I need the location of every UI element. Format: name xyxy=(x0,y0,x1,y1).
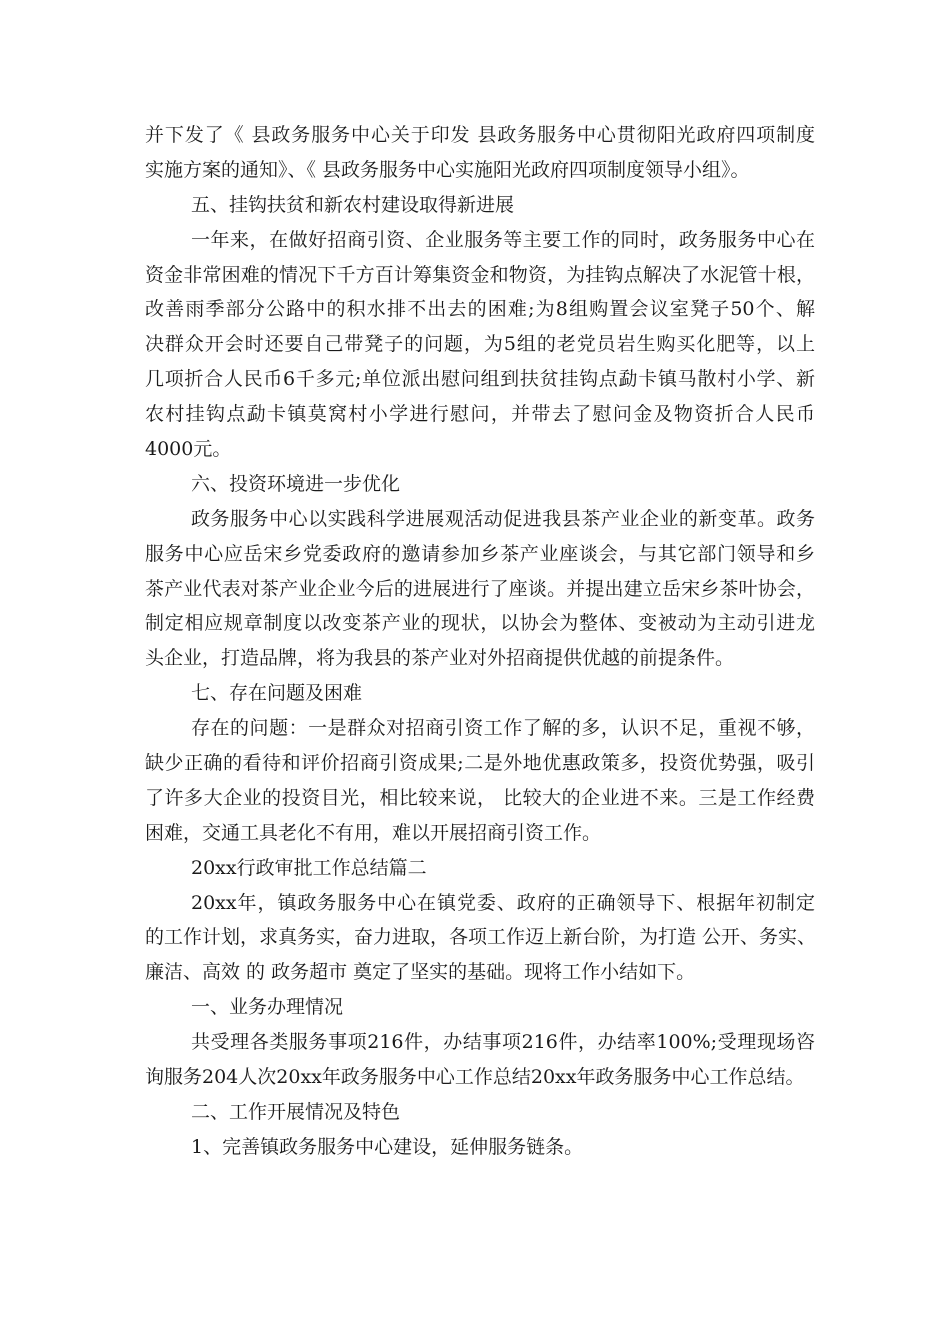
text-line: 廉洁、高效 的 政务超市 奠定了坚实的基础。现将工作小结如下。 xyxy=(145,961,696,984)
text-line: 六、投资环境进一步优化 xyxy=(191,472,401,495)
text-line: 共受理各类服务事项216件，办结事项216件，办结率100%;受理现场咨 xyxy=(191,1031,815,1054)
text-line: 茶产业代表对茶产业企业今后的进展进行了座谈。并提出建立岳宋乡茶叶协会， xyxy=(145,577,815,600)
text-line: 改善雨季部分公路中的积水排不出去的困难;为8组购置会议室凳子50个、解 xyxy=(145,298,815,321)
text-line: 五、挂钩扶贫和新农村建设取得新进展 xyxy=(191,193,515,216)
text-line: 资金非常困难的情况下千方百计筹集资金和物资，为挂钩点解决了水泥管十根， xyxy=(145,263,815,286)
text-line: 20xx行政审批工作总结篇二 xyxy=(191,856,427,879)
text-line: 政务服务中心以实践科学进展观活动促进我县茶产业企业的新变革。政务 xyxy=(191,507,815,530)
text-line: 询服务204人次20xx年政务服务中心工作总结20xx年政务服务中心工作总结。 xyxy=(145,1066,805,1089)
text-line: 存在的问题：一是群众对招商引资工作了解的多，认识不足，重视不够， xyxy=(191,717,815,740)
text-line: 农村挂钩点勐卡镇莫窝村小学进行慰问，并带去了慰问金及物资折合人民币 xyxy=(145,403,815,426)
text-line: 几项折合人民币6千多元;单位派出慰问组到扶贫挂钩点勐卡镇马散村小学、新 xyxy=(145,368,815,391)
text-line: 决群众开会时还要自己带凳子的问题，为5组的老党员岩生购买化肥等，以上 xyxy=(145,333,815,356)
text-line: 4000元。 xyxy=(145,438,232,461)
text-line: 头企业，打造品牌，将为我县的茶产业对外招商提供优越的前提条件。 xyxy=(145,647,735,670)
text-line: 实施方案的通知》、《 县政务服务中心实施阳光政府四项制度领导小组》。 xyxy=(145,158,750,181)
text-line: 缺少正确的看待和评价招商引资成果;二是外地优惠政策多，投资优势强，吸引 xyxy=(145,752,815,775)
text-line: 服务中心应岳宋乡党委政府的邀请参加乡茶产业座谈会，与其它部门领导和乡 xyxy=(145,542,815,565)
text-line: 20xx年，镇政务服务中心在镇党委、政府的正确领导下、根据年初制定 xyxy=(191,891,815,914)
document-body xyxy=(145,118,815,1165)
text-line: 二、工作开展情况及特色 xyxy=(191,1100,401,1123)
text-line: 七、存在问题及困难 xyxy=(191,682,363,705)
text-line: 1、完善镇政务服务中心建设，延伸服务链条。 xyxy=(191,1135,584,1158)
text-line: 一年来，在做好招商引资、企业服务等主要工作的同时，政务服务中心在 xyxy=(191,228,815,251)
text-line: 困难，交通工具老化不有用，难以开展招商引资工作。 xyxy=(145,821,602,844)
text-line: 了许多大企业的投资目光，相比较来说， 比较大的企业进不来。三是工作经费 xyxy=(145,786,815,809)
text-line: 一、业务办理情况 xyxy=(191,996,344,1019)
text-line: 的工作计划，求真务实，奋力进取，各项工作迈上新台阶，为打造 公开、务实、 xyxy=(145,926,817,949)
text-line: 制定相应规章制度以改变茶产业的现状，以协会为整体、变被动为主动引进龙 xyxy=(145,612,815,635)
text-line: 并下发了《 县政务服务中心关于印发 县政务服务中心贯彻阳光政府四项制度 xyxy=(145,124,815,146)
